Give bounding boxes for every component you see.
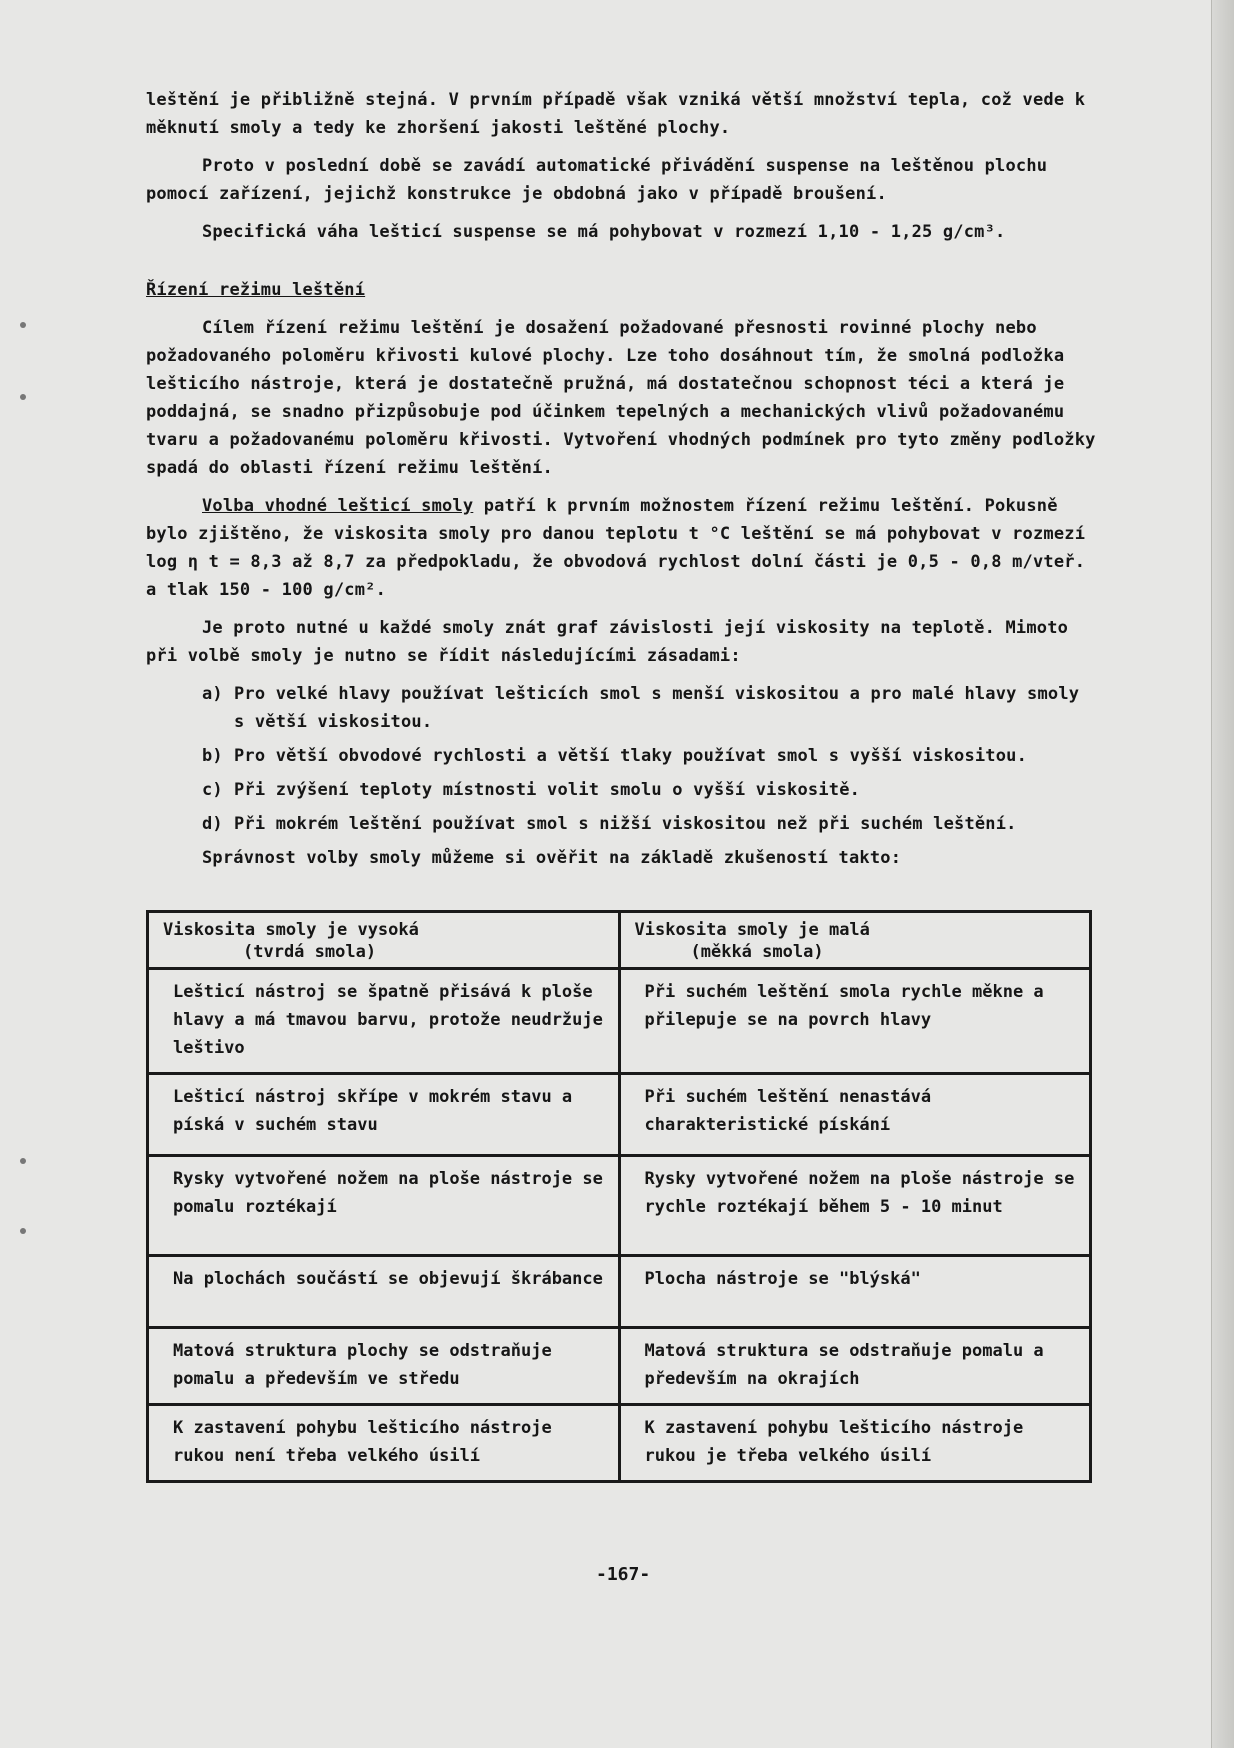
page-edge	[1211, 0, 1234, 1748]
pitch-choice-text: patří k prvním možnostem řízení režimu leštění. Pokusně bylo zjištěno, že viskosita smoly pro danou teplotu t °C leštění se má pohybovat v rozmezí log η t = 8,3 až 8,7 za předpokladu, že obvodová rychlost dolní části je 0,5 - 0,8 m/vteř. a tlak 150 - 100 g/cm².	[146, 496, 1086, 600]
table-cell: Plocha nástroje se "blýská"	[619, 1256, 1091, 1328]
list-item	[202, 742, 1096, 770]
table-cell: Rysky vytvořené nožem na ploše nástroje se pomalu roztékají	[148, 1156, 620, 1256]
list-marker: c)	[202, 780, 223, 800]
rules-list	[202, 680, 1096, 838]
header-line: Viskosita smoly je malá	[634, 920, 870, 940]
punch-mark	[20, 1228, 26, 1234]
page-number: -167-	[596, 1564, 651, 1585]
pitch-choice-term: Volba vhodné lešticí smoly	[202, 496, 474, 516]
list-marker: d)	[202, 814, 223, 834]
table-cell: Matová struktura plochy se odstraňuje pomalu a především ve středu	[148, 1328, 620, 1405]
list-marker: b)	[202, 746, 223, 766]
paragraph-control-goal: Cílem řízení režimu leštění je dosažení požadované přesnosti rovinné plochy nebo požadovaného poloměru křivosti kulové plochy. Lze toho dosáhnout tím, že smolná podložka lešticího nástroje, která je dostatečně pružná, má dostatečnou schopnost téci a která je poddajná, se snadno přizpůsobuje pod účinkem tepelných a mechanických vlivů požadovanému tvaru a požadovanému poloměru křivosti. Vytvoření vhodných podmínek pro tyto změny podložky spadá do oblasti řízení režimu leštění.	[146, 318, 1096, 478]
header-subline: (měkká smola)	[690, 942, 824, 962]
list-marker: a)	[202, 684, 223, 704]
paragraph-suspension-feed: Proto v poslední době se zavádí automatické přivádění suspense na leštěnou plochu pomocí zařízení, jejichž konstrukce je obdobná jako v případě broušení.	[146, 156, 1048, 204]
paragraph-pitch-choice	[146, 492, 1096, 604]
table-cell: K zastavení pohybu lešticího nástroje rukou není třeba velkého úsilí	[148, 1405, 620, 1482]
list-text: Pro větší obvodové rychlosti a větší tlaky používat smol s vyšší viskositou.	[234, 746, 1028, 766]
table-row	[148, 969, 1091, 1074]
table-row	[148, 1328, 1091, 1405]
header-high-viscosity	[148, 912, 620, 969]
list-item	[202, 680, 1096, 736]
table-cell: Lešticí nástroj skřípe v mokrém stavu a píská v suchém stavu	[148, 1074, 620, 1156]
paragraph-continuation: leštění je přibližně stejná. V prvním případě však vzniká větší množství tepla, což vede k měknutí smoly a tedy ke zhoršení jakosti leštěné plochy.	[146, 90, 1086, 138]
punch-mark	[20, 1158, 26, 1164]
header-low-viscosity	[619, 912, 1091, 969]
table-cell: K zastavení pohybu lešticího nástroje rukou je třeba velkého úsilí	[619, 1405, 1091, 1482]
paragraph-viscosity-graph: Je proto nutné u každé smoly znát graf závislosti její viskosity na teplotě. Mimoto při volbě smoly je nutno se řídit následujícími zásadami:	[146, 618, 1069, 666]
table-row	[148, 1405, 1091, 1482]
table-cell: Při suchém leštění smola rychle měkne a přilepuje se na povrch hlavy	[619, 969, 1091, 1074]
table-row	[148, 1156, 1091, 1256]
section-heading: Řízení režimu leštění	[146, 280, 366, 300]
table-row	[148, 1256, 1091, 1328]
paragraph-verification: Správnost volby smoly můžeme si ověřit na základě zkušeností takto:	[202, 848, 902, 868]
punch-mark	[20, 394, 26, 400]
list-item	[202, 776, 1096, 804]
list-text: Při zvýšení teploty místnosti volit smolu o vyšší viskositě.	[234, 780, 861, 800]
list-text: Při mokrém leštění používat smol s nižší viskositou než při suchém leštění.	[234, 814, 1017, 834]
body-text	[146, 86, 1096, 882]
table-header-row	[148, 912, 1091, 969]
paragraph-specific-weight: Specifická váha lešticí suspense se má pohybovat v rozmezí 1,10 - 1,25 g/cm³.	[202, 222, 1006, 242]
header-subline: (tvrdá smola)	[243, 942, 377, 962]
table-cell: Lešticí nástroj se špatně přisává k ploše hlavy a má tmavou barvu, protože neudržuje leštivo	[148, 969, 620, 1074]
table-row	[148, 1074, 1091, 1156]
table-cell: Rysky vytvořené nožem na ploše nástroje se rychle roztékají během 5 - 10 minut	[619, 1156, 1091, 1256]
list-item	[202, 810, 1096, 838]
table-cell: Na plochách součástí se objevují škrábance	[148, 1256, 620, 1328]
table-cell: Při suchém leštění nenastává charakteristické pískání	[619, 1074, 1091, 1156]
punch-mark	[20, 322, 26, 328]
viscosity-comparison-table	[146, 910, 1092, 1483]
table-cell: Matová struktura se odstraňuje pomalu a především na okrajích	[619, 1328, 1091, 1405]
header-line: Viskosita smoly je vysoká	[163, 920, 419, 940]
list-text: Pro velké hlavy používat lešticích smol s menší viskositou a pro malé hlavy smoly s větší viskositou.	[234, 684, 1080, 732]
